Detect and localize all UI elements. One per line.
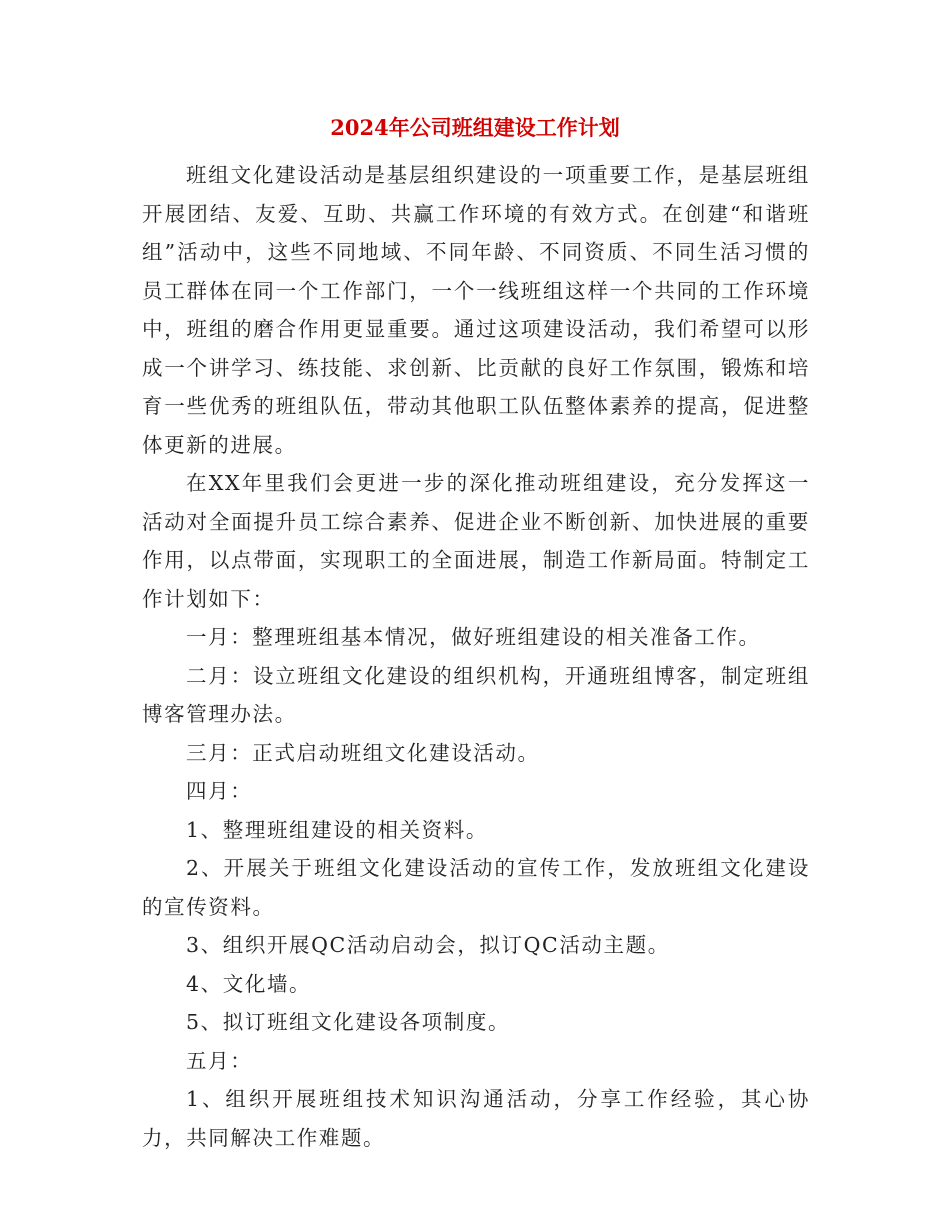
- paragraph-may-heading: 五月：: [186, 1048, 253, 1073]
- paragraph-january: 一月：整理班组基本情况，做好班组建设的相关准备工作。: [186, 625, 761, 649]
- paragraph-may-item-1: 1、组织开展班组技术知识沟通活动，分享工作经验，其心协力，共同解决工作难题。: [142, 1087, 810, 1150]
- paragraph-april-item-5: 5、拟订班组文化建设各项制度。: [186, 1010, 511, 1034]
- paragraph-intro: 班组文化建设活动是基层组织建设的一项重要工作，是基层班组开展团结、友爱、互助、共赢工作环境的有效方式。在创建“和谐班组”活动中，这些不同地域、不同年龄、不同资质、不同生活习惯的员工群体在同一个工作部门，一个一线班组这样一个共同的工作环境中，班组的磨合作用更显重要。通过这项建设活动，我们希望可以形成一个讲学习、练技能、求创新、比贡献的良好工作氛围，锻炼和培育一些优秀的班组队伍，带动其他职工队伍整体素养的提高，促进整体更新的进展。: [142, 163, 810, 457]
- paragraph-april-item-4: 4、文化墙。: [186, 971, 312, 996]
- document-title: 2024年公司班组建设工作计划: [330, 115, 620, 140]
- paragraph-february: 二月：设立班组文化建设的组织机构，开通班组博客，制定班组博客管理办法。: [142, 663, 810, 726]
- paragraph-april-item-3: 3、组织开展QC活动启动会，拟订QC活动主题。: [186, 933, 670, 957]
- paragraph-april-heading: 四月：: [186, 779, 253, 803]
- paragraph-april-item-2: 2、开展关于班组文化建设活动的宣传工作，发放班组文化建设的宣传资料。: [142, 856, 810, 919]
- paragraph-plan-intro: 在XX年里我们会更进一步的深化推动班组建设，充分发挥这一活动对全面提升员工综合素养、促进企业不断创新、加快进展的重要作用，以点带面，实现职工的全面进展，制造工作新局面。特制定工作计划如下：: [142, 471, 810, 611]
- paragraph-april-item-1: 1、整理班组建设的相关资料。: [186, 817, 488, 842]
- paragraph-march: 三月：正式启动班组文化建设活动。: [186, 740, 540, 765]
- document-body: [142, 156, 810, 1157]
